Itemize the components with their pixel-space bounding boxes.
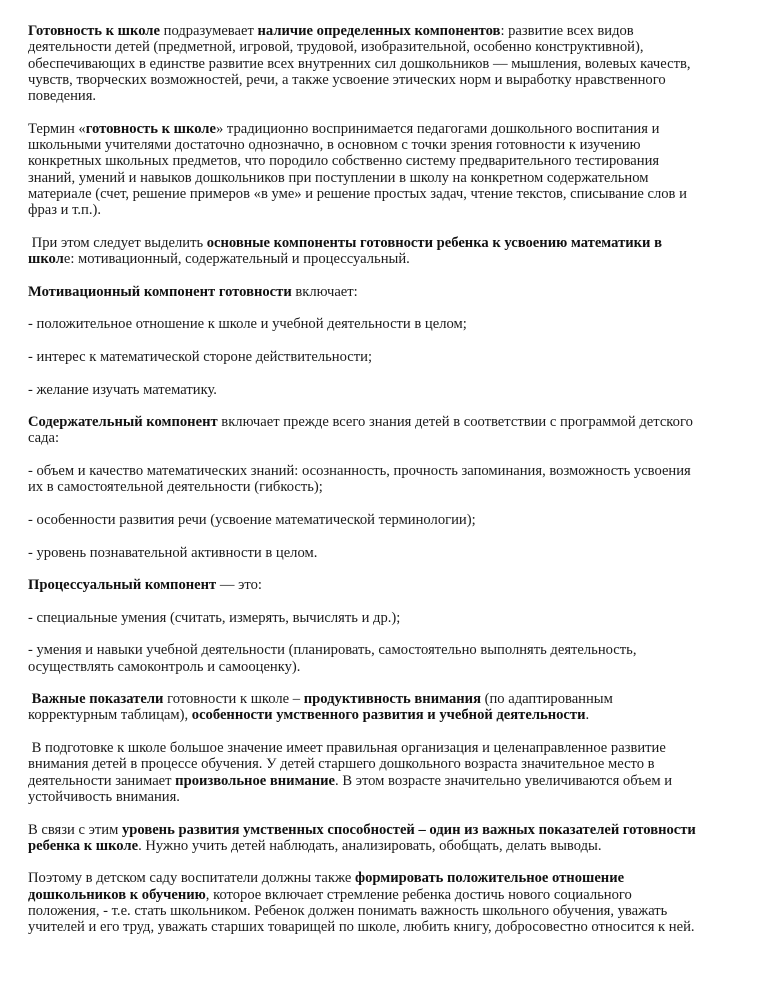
text-run: чувств, творческих возможностей, речи, а также усвоение этических норм и выработку нравственного xyxy=(28,71,666,88)
bold-text: особенности умственного развития и учебной деятельности xyxy=(191,707,586,724)
bold-text: уровень развития умственных способностей – один из важных показателей готовности xyxy=(121,821,696,838)
text-line xyxy=(28,170,744,186)
bold-text: формировать положительное отношение xyxy=(355,870,625,887)
text-run: положения, - т.е. стать школьником. Ребенок должен понимать важность школьного обучения, уважать xyxy=(28,903,668,920)
text-line xyxy=(28,610,744,626)
text-run: , которое включает стремление ребенка достичь нового социального xyxy=(205,886,632,903)
paragraph-p13 xyxy=(28,610,744,626)
paragraph-p14 xyxy=(28,642,744,675)
paragraph-p9 xyxy=(28,463,744,496)
text-line xyxy=(28,756,744,772)
text-run: сада: xyxy=(28,430,60,447)
text-run: учителей и его труд, уважать старших товарищей по школе, любить книгу, добросовестно относится к ней. xyxy=(28,919,695,936)
text-line xyxy=(28,691,744,707)
text-run: конкретных школьных предметов, что породило собственно систему предварительного тестирования xyxy=(28,153,660,170)
text-run: При этом следует выделить xyxy=(28,234,207,251)
text-line xyxy=(28,430,744,446)
bold-text: ребенка к школе xyxy=(28,837,139,854)
text-line xyxy=(28,642,744,658)
paragraph-p3 xyxy=(28,235,744,268)
text-run: — это: xyxy=(216,577,262,594)
text-run: - уровень познавательной активности в целом. xyxy=(28,544,318,561)
paragraph-p6 xyxy=(28,349,744,365)
bold-text: Готовность к школе xyxy=(28,23,160,39)
text-line xyxy=(28,903,744,919)
text-line xyxy=(28,349,744,365)
text-line xyxy=(28,870,744,886)
text-line xyxy=(28,479,744,495)
text-line xyxy=(28,773,744,789)
text-run: осуществлять самоконтроль и самооценку). xyxy=(28,658,301,675)
paragraph-p2 xyxy=(28,121,744,219)
text-line xyxy=(28,121,744,137)
bold-text: Мотивационный компонент готовности xyxy=(28,283,292,300)
text-run: их в самостоятельной деятельности (гибкость); xyxy=(28,479,323,496)
text-line xyxy=(28,512,744,528)
text-run: фраз и т.п.). xyxy=(28,202,101,219)
text-line xyxy=(28,887,744,903)
text-run: - желание изучать математику. xyxy=(28,381,217,398)
text-line xyxy=(28,153,744,169)
bold-text: наличие определенных компонентов xyxy=(257,23,501,39)
paragraph-p15 xyxy=(28,691,744,724)
paragraph-p1 xyxy=(28,23,744,104)
text-run: В подготовке к школе большое значение имеет правильная организация и целенаправленное развитие xyxy=(28,740,666,757)
text-line xyxy=(28,137,744,153)
paragraph-p17 xyxy=(28,822,744,855)
text-line xyxy=(28,186,744,202)
text-run: - интерес к математической стороне действительности; xyxy=(28,348,373,365)
text-run: обеспечивающих в единстве развитие всех внутренних сил дошкольников — мышления, волевых качеств, xyxy=(28,55,691,72)
paragraph-p18 xyxy=(28,870,744,935)
text-run: включает прежде всего знания детей в соответствии с программой детского xyxy=(217,414,693,431)
text-run: . xyxy=(585,707,590,724)
text-line xyxy=(28,23,744,39)
paragraph-p10 xyxy=(28,512,744,528)
text-line xyxy=(28,56,744,72)
paragraph-p11 xyxy=(28,545,744,561)
text-line xyxy=(28,202,744,218)
text-line xyxy=(28,740,744,756)
text-run: Поэтому в детском саду воспитатели должны также xyxy=(28,870,355,887)
document-body xyxy=(28,23,744,952)
text-line xyxy=(28,39,744,55)
text-run: В связи с этим xyxy=(28,821,122,838)
text-run: деятельности детей (предметной, игровой, трудовой, изобразительной, особенно конструктивной), xyxy=(28,39,644,56)
bold-text: произвольное внимание xyxy=(175,772,336,789)
text-line xyxy=(28,382,744,398)
bold-text: Содержательный компонент xyxy=(28,414,218,431)
text-run: деятельности занимает xyxy=(28,772,176,789)
text-line xyxy=(28,838,744,854)
text-run: - особенности развития речи (усвоение математической терминологии); xyxy=(28,511,476,528)
text-run: материале (счет, решение примеров «в уме» и решение простых задач, чтение текстов, списывание слов и xyxy=(28,185,687,202)
text-run: устойчивость внимания. xyxy=(28,788,180,805)
bold-text: продуктивность внимания xyxy=(303,691,481,708)
text-line xyxy=(28,463,744,479)
bold-text: Важные показатели xyxy=(31,691,164,708)
bold-text: дошкольников к обучению xyxy=(28,886,206,903)
bold-text: готовность к школе xyxy=(85,120,216,137)
bold-text: основные компоненты готовности ребенка к усвоению математики в xyxy=(206,234,662,251)
paragraph-p5 xyxy=(28,316,744,332)
text-run: корректурным таблицам), xyxy=(28,707,192,724)
text-run: включает: xyxy=(291,283,358,300)
paragraph-p7 xyxy=(28,382,744,398)
text-run: - объем и качество математических знаний: осознанность, прочность запоминания, возможность усвоения xyxy=(28,463,691,480)
text-line xyxy=(28,316,744,332)
text-line xyxy=(28,88,744,104)
text-line xyxy=(28,822,744,838)
text-line xyxy=(28,577,744,593)
bold-text: Процессуальный компонент xyxy=(28,577,217,594)
text-line xyxy=(28,235,744,251)
text-run: е: мотивационный, содержательный и процессуальный. xyxy=(63,251,410,268)
text-line xyxy=(28,251,744,267)
text-run: - специальные умения (считать, измерять, вычислять и др.); xyxy=(28,609,401,626)
paragraph-p4 xyxy=(28,284,744,300)
text-line xyxy=(28,919,744,935)
text-run: школьными учителями достаточно однозначно, в основном с точки зрения готовности к изучению xyxy=(28,137,641,154)
text-run: . Нужно учить детей наблюдать, анализировать, обобщать, делать выводы. xyxy=(138,837,602,854)
text-run: : развитие всех видов xyxy=(500,23,634,39)
text-run: поведения. xyxy=(28,88,97,105)
text-run: подразумевает xyxy=(159,23,258,39)
text-line xyxy=(28,707,744,723)
text-run: готовности к школе – xyxy=(163,691,304,708)
text-line xyxy=(28,789,744,805)
text-run: . В этом возрасте значительно увеличиваются объем и xyxy=(335,772,673,789)
text-line xyxy=(28,72,744,88)
text-run: - положительное отношение к школе и учебной деятельности в целом; xyxy=(28,316,467,333)
text-line xyxy=(28,659,744,675)
paragraph-p8 xyxy=(28,414,744,447)
text-run: знаний, умений и навыков дошкольников при поступлении в школу на конкретном содержательном xyxy=(28,169,649,186)
text-run: внимания детей в процессе обучения. У детей старшего дошкольного возраста значительное место в xyxy=(28,756,655,773)
text-line xyxy=(28,284,744,300)
bold-text: школ xyxy=(28,251,64,268)
text-line xyxy=(28,414,744,430)
text-run: (по адаптированным xyxy=(480,691,613,708)
text-run: » традиционно воспринимается педагогами дошкольного воспитания и xyxy=(215,120,660,137)
paragraph-p16 xyxy=(28,740,744,805)
text-run: Термин « xyxy=(28,120,86,137)
text-line xyxy=(28,545,744,561)
text-run: - умения и навыки учебной деятельности (планировать, самостоятельно выполнять деятельность, xyxy=(28,642,637,659)
paragraph-p12 xyxy=(28,577,744,593)
